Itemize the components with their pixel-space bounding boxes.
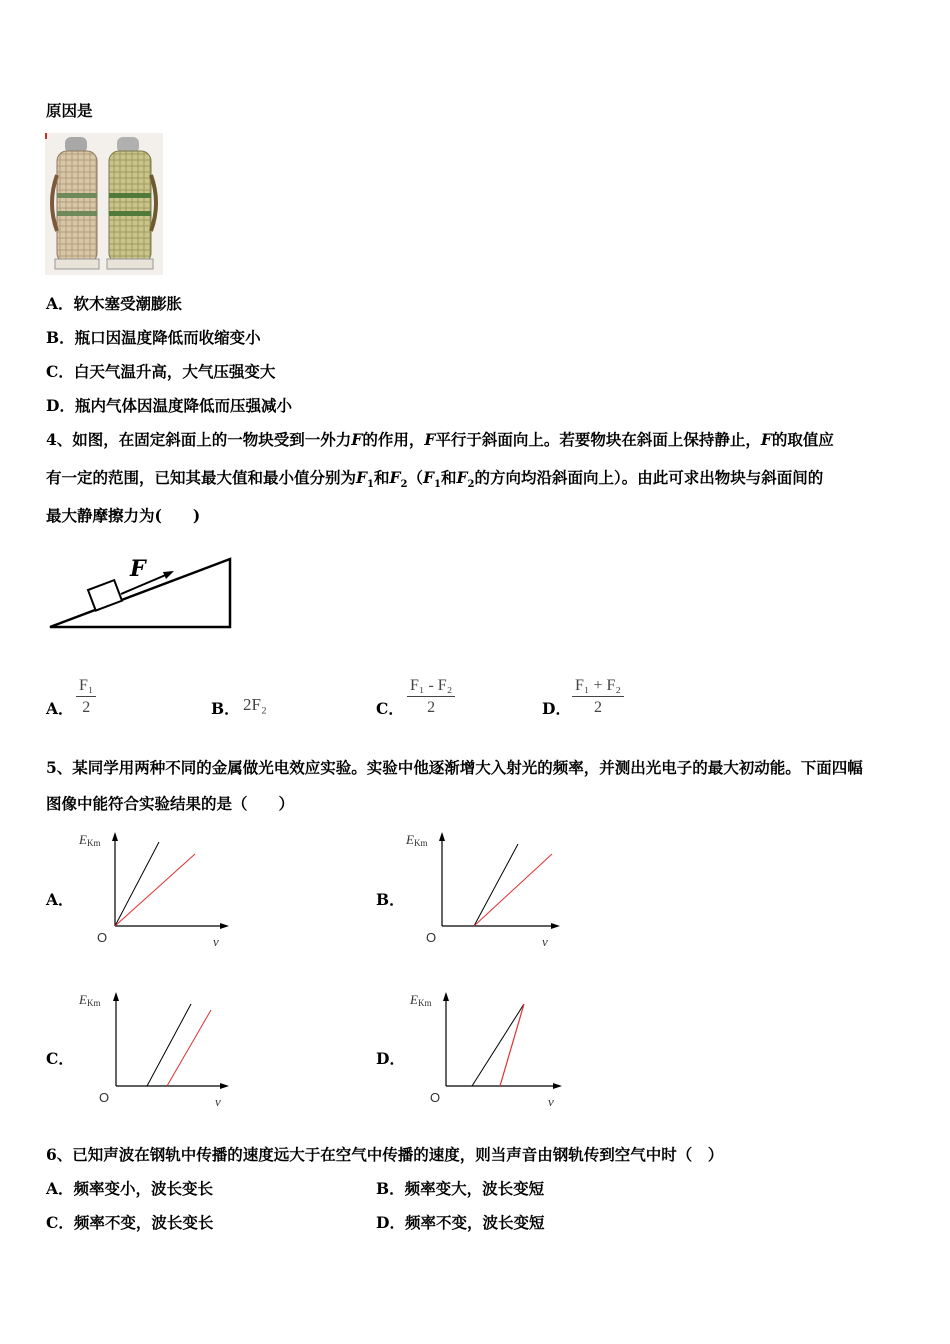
q5-graph-a-label[interactable]: A． [46, 890, 74, 909]
q5-graph-d-origin: O [430, 1090, 441, 1105]
q5-graph-d-ylabel: EKm [410, 992, 432, 1008]
q5-graph-c-label[interactable]: C． [46, 1049, 74, 1068]
q3-option-d[interactable]: D．瓶内气体因温度降低而压强减小 [46, 396, 292, 415]
q5-graph-b-ylabel: EKm [406, 832, 428, 848]
q6-option-c[interactable]: C．频率不变，波长变长 [46, 1213, 214, 1232]
q4-option-a-label[interactable]: A． [46, 699, 74, 718]
q3-stem-tail: 原因是 [46, 101, 93, 120]
q5-graph-d-label[interactable]: D． [376, 1049, 405, 1068]
q4-option-a-fraction[interactable]: $\frac{\text{F₁}}{2}$ [76, 676, 96, 719]
q5-graph-c-origin: O [99, 1090, 110, 1105]
q5-graph-d[interactable] [406, 986, 566, 1111]
q5-graph-c-xlabel: ν [215, 1094, 221, 1109]
q4-stem-line1: 4、如图，在固定斜面上的一物块受到一外力F的作用，F平行于斜面向上。若要物块在斜面上保持静止，F的取值应 [46, 430, 834, 449]
q5-graph-b-xlabel: ν [542, 934, 548, 949]
q6-option-d[interactable]: D．频率不变，波长变短 [376, 1213, 545, 1232]
q6-option-a[interactable]: A．频率变小，波长变长 [46, 1179, 214, 1198]
q4-stem-line2: 有一定的范围，已知其最大值和最小值分别为$F_1$和$F_2(F_1$和$F_2$的方向均沿斜面向上）。由此可求出物块与斜面间的 [46, 468, 824, 491]
q4-stem-line3: 最大静摩擦力为( ) [46, 506, 201, 525]
q5-graph-a[interactable] [75, 826, 235, 951]
q5-graph-c[interactable] [75, 986, 235, 1111]
q4-option-d-label[interactable]: D． [542, 699, 571, 718]
q5-graph-b-label[interactable]: B． [376, 890, 405, 909]
q4-option-b-expr[interactable]: 2F₂ [243, 695, 267, 714]
incline-figure [46, 552, 236, 632]
q4-option-c-fraction[interactable]: $\frac{\text{F₁ - F₂}}{2}$ [407, 676, 455, 719]
q5-stem-line2: 图像中能符合实验结果的是（ ） [46, 794, 295, 813]
q5-graph-c-ylabel: EKm [79, 992, 101, 1008]
q5-graph-a-xlabel: ν [213, 934, 219, 949]
q4-option-b-label[interactable]: B． [211, 699, 240, 718]
q3-option-a[interactable]: A．软木塞受潮膨胀 [46, 294, 183, 313]
thermos-bottles-image [45, 133, 163, 275]
q5-graph-b-origin: O [426, 930, 437, 945]
q3-option-c[interactable]: C．白天气温升高，大气压强变大 [46, 362, 276, 381]
q5-graph-b[interactable] [404, 826, 564, 951]
q6-option-b[interactable]: B．频率变大，波长变短 [376, 1179, 545, 1198]
q5-graph-a-origin: O [97, 930, 108, 945]
q5-stem-line1: 5、某同学用两种不同的金属做光电效应实验。实验中他逐渐增大入射光的频率，并测出光电子的最大初动能。下面四幅 [46, 758, 863, 777]
q6-stem: 6、已知声波在钢轨中传播的速度远大于在空气中传播的速度，则当声音由钢轨传到空气中时（ ） [46, 1145, 724, 1164]
q5-graph-a-ylabel: EKm [79, 832, 101, 848]
force-label: F [130, 556, 146, 582]
q4-option-c-label[interactable]: C． [376, 699, 404, 718]
q4-option-d-fraction[interactable]: $\frac{\text{F₁ + F₂}}{2}$ [572, 676, 624, 719]
q3-option-b[interactable]: B．瓶口因温度降低而收缩变小 [46, 328, 261, 347]
q5-graph-d-xlabel: ν [548, 1094, 554, 1109]
